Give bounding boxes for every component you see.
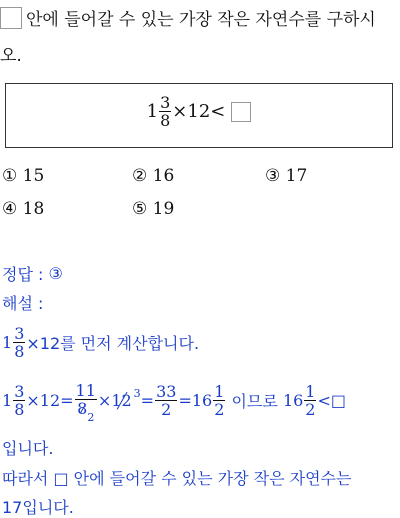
explanation-line5: 17입니다.: [2, 498, 74, 517]
fraction: [304, 383, 316, 418]
choice-value: 18: [22, 199, 45, 219]
fraction: [155, 383, 177, 418]
answer-line: [2, 262, 63, 285]
choice-3[interactable]: [265, 166, 307, 186]
fraction-improper: [75, 380, 97, 424]
cancelled-12: 12: [111, 390, 132, 410]
mixed-fraction: [159, 94, 171, 129]
mixed-whole: 1: [2, 390, 13, 410]
numerator: 33: [156, 381, 177, 401]
choice-marker: ③: [265, 166, 281, 186]
choice-marker: ②: [132, 166, 148, 186]
explanation-label: 해설 :: [2, 294, 44, 313]
fraction: [13, 383, 25, 418]
fraction-numerator: 3: [160, 93, 171, 112]
choice-value: 15: [22, 166, 45, 186]
times-twelve-equals: ×12=: [26, 390, 74, 410]
denominator: 2: [305, 399, 316, 419]
times-sign: ×: [97, 390, 112, 410]
choice-marker: ⑤: [132, 199, 148, 219]
denominator: 2: [161, 399, 172, 419]
mixed-whole: 1: [2, 332, 13, 352]
connector-text: 이므로: [226, 391, 283, 411]
question-line2: 오.: [0, 46, 22, 66]
fraction-denominator: 8: [160, 111, 171, 130]
reduced-3: 3: [133, 386, 141, 400]
choice-1[interactable]: [2, 166, 44, 186]
question-line1: 안에 들어갈 수 있는 가장 작은 자연수를 구하시: [26, 10, 376, 30]
answer-blank-box: [0, 7, 22, 29]
explanation-line3: 입니다.: [2, 439, 54, 458]
choice-2[interactable]: [132, 166, 174, 186]
numerator: 3: [14, 381, 25, 401]
fraction: [213, 383, 225, 418]
numerator: 1: [305, 381, 316, 401]
denominator-cancelled: [77, 398, 95, 424]
denominator: 8: [14, 399, 25, 419]
choice-4[interactable]: [2, 199, 44, 219]
explanation-calc-line: [2, 375, 346, 425]
denominator: 2: [214, 399, 225, 419]
numerator: 3: [14, 323, 25, 343]
question-text: [0, 2, 400, 74]
numerator: 11: [75, 380, 96, 400]
choice-value: 17: [285, 166, 308, 186]
explanation-line1: [2, 321, 199, 363]
choice-value: 19: [152, 199, 175, 219]
answer-value: ③: [48, 264, 63, 283]
cancelled-8: 8: [77, 398, 88, 418]
explanation-line4: 따라서 □ 안에 들어갈 수 있는 가장 작은 자연수는: [2, 469, 352, 488]
fraction: [13, 325, 25, 360]
explanation-line1-text: ×12를 먼저 계산합니다.: [26, 333, 200, 353]
equals-sign: =: [140, 390, 155, 410]
mixed-whole: 16: [191, 390, 213, 410]
inequality-expression: [6, 94, 392, 129]
numerator: 1: [214, 381, 225, 401]
expression-blank-box: [231, 102, 251, 122]
choice-marker: ①: [2, 166, 18, 186]
mixed-whole: 16: [282, 390, 304, 410]
choice-value: 16: [152, 166, 175, 186]
blank-box-symbol: □: [330, 390, 347, 410]
less-than-sign: <: [317, 390, 331, 410]
denominator: 8: [14, 341, 25, 361]
choice-marker: ④: [2, 199, 18, 219]
answer-label: 정답 :: [2, 265, 44, 284]
expression-rest: ×12<: [172, 101, 226, 122]
mixed-whole: 1: [146, 101, 159, 122]
equals-sign: =: [178, 390, 192, 410]
expression-box: [5, 83, 393, 148]
choice-5[interactable]: [132, 199, 174, 219]
choices: [2, 166, 398, 226]
reduced-2: 2: [87, 410, 95, 424]
